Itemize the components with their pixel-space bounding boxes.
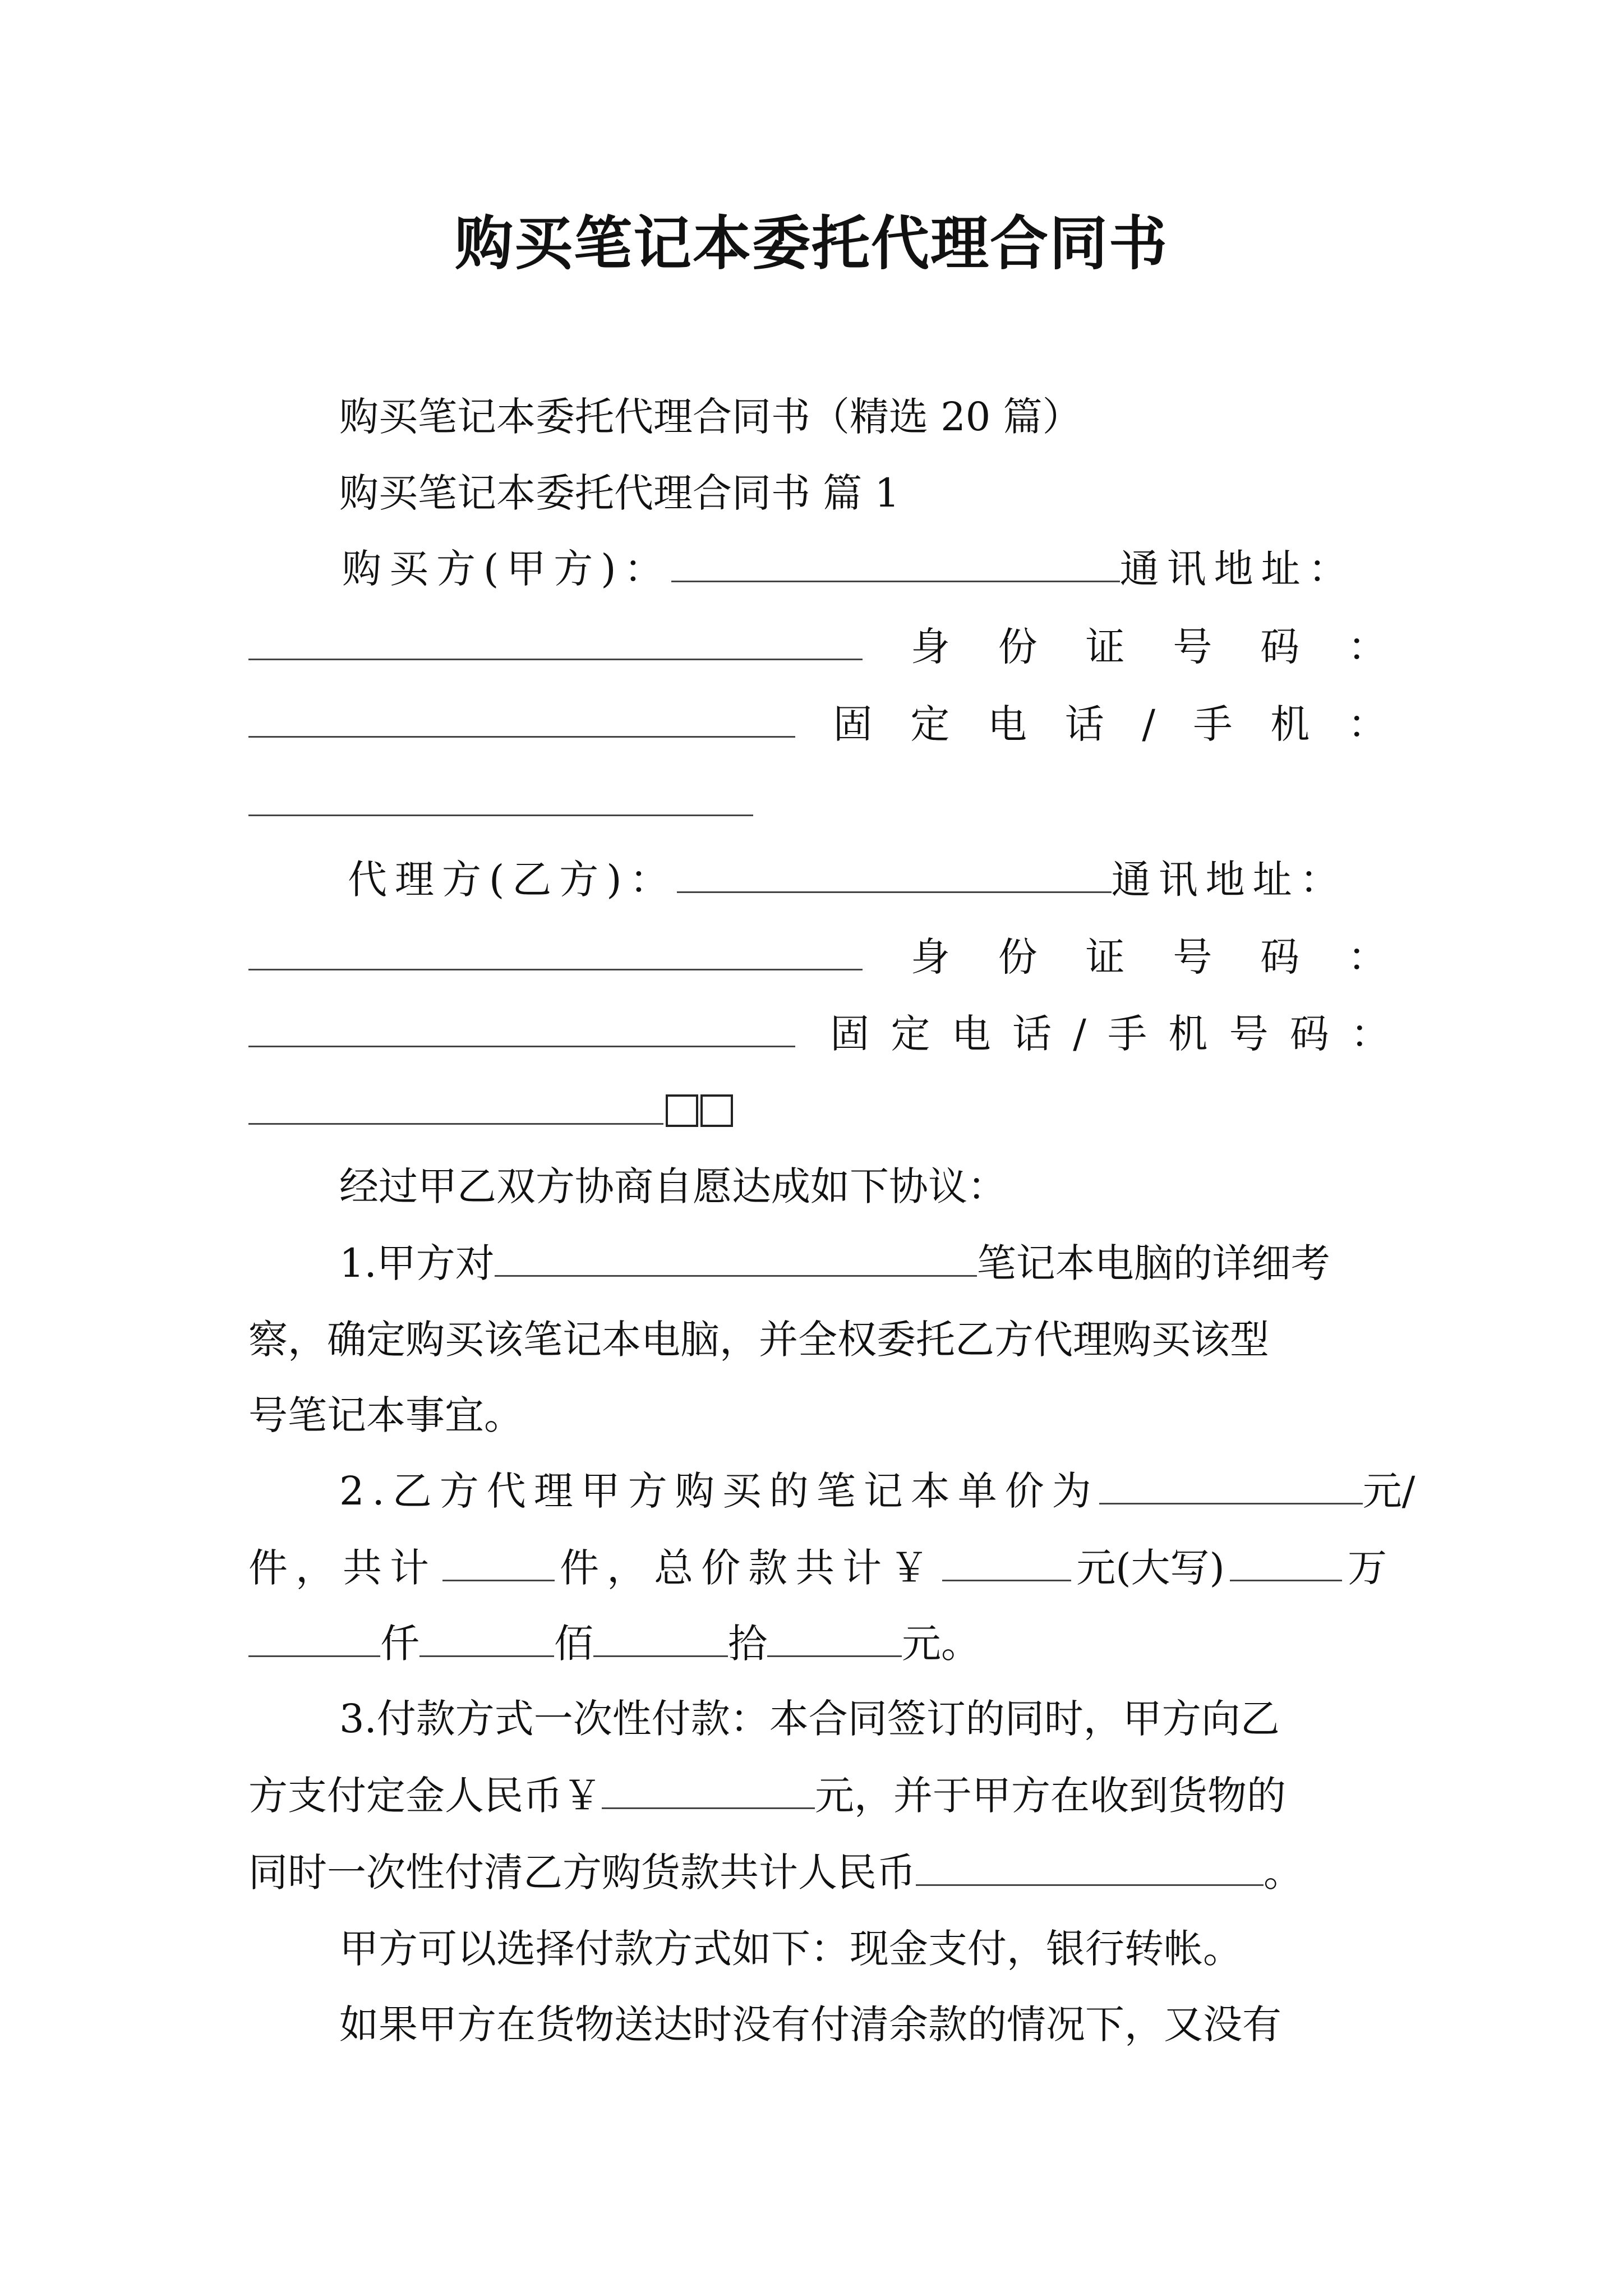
clause-3-line-1: 3.付款方式一次性付款：本合同签订的同时，甲方向乙 [339, 1696, 1280, 1742]
buyer-phone-char: 电 [988, 701, 1027, 747]
buyer-line [342, 542, 1364, 596]
agent-phone-blank-line [248, 1084, 1387, 1138]
agent-address-blank[interactable] [248, 968, 863, 970]
clause-1-text: 1.甲方对 [339, 1240, 495, 1286]
yuan-blank[interactable] [767, 1655, 902, 1657]
qian-blank[interactable] [248, 1655, 380, 1657]
buyer-id-char: 证 [1085, 624, 1125, 670]
clause-2-line-3 [248, 1617, 1387, 1671]
agent-line [348, 853, 1364, 907]
placeholder-box-icon [700, 1094, 733, 1127]
buyer-phone-char: 机 [1270, 701, 1310, 747]
clause-1-text: 笔记本电脑的详细考 [976, 1240, 1330, 1286]
last-line: 如果甲方在货物送达时没有付清余款的情况下，又没有 [339, 2001, 1281, 2047]
payment-methods: 甲方可以选择付款方式如下：现金支付，银行转帐。 [339, 1926, 1242, 1972]
agent-phone-line [248, 1007, 1395, 1061]
agent-id-line [248, 930, 1387, 984]
clause-2-text: 元(大写) [1076, 1545, 1225, 1591]
document-subtitle: 购买笔记本委托代理合同书（精选 20 篇） [339, 394, 1082, 440]
buyer-address-label: 通讯地址： [1119, 546, 1355, 592]
agent-name-blank[interactable] [677, 891, 1112, 893]
clause-2-text: 拾 [728, 1621, 767, 1667]
balance-blank[interactable] [916, 1884, 1264, 1886]
buyer-id-char: 号 [1173, 624, 1212, 670]
placeholder-box-icon [666, 1094, 698, 1127]
buyer-phone-char: / [1142, 701, 1155, 747]
shi-blank[interactable] [593, 1655, 728, 1657]
agreement-intro: 经过甲乙双方协商自愿达成如下协议： [339, 1163, 1007, 1209]
clause-2-line-1 [339, 1464, 1415, 1518]
clause-3-line-3 [248, 1846, 1387, 1899]
buyer-phone-char: ： [1347, 701, 1387, 747]
document-title: 购买笔记本委托代理合同书 [454, 209, 1168, 278]
agent-phone-label: 固 定 电 话 / 手 机 号 码 ： [830, 1011, 1395, 1057]
clause-2-text: 元。 [902, 1621, 980, 1667]
bai-blank[interactable] [419, 1655, 554, 1657]
clause-2-text: 2.乙方代理甲方购买的笔记本单价为 [339, 1468, 1099, 1514]
clause-2-line-2 [248, 1541, 1387, 1595]
buyer-id-line [248, 620, 1387, 674]
total-amount-blank[interactable] [942, 1579, 1071, 1581]
clause-1-line-2: 察，确定购买该笔记本电脑，并全权委托乙方代理购买该型 [248, 1317, 1269, 1363]
agent-id-char: 号 [1173, 934, 1212, 980]
clause-1-line-3: 号笔记本事宜。 [248, 1392, 523, 1438]
buyer-id-blank[interactable] [248, 735, 795, 738]
clause-1-line-1 [339, 1236, 1387, 1290]
laptop-model-blank[interactable] [495, 1274, 977, 1277]
agent-id-char: 份 [998, 934, 1038, 980]
clause-3-text: 方支付定金人民币￥ [248, 1773, 602, 1819]
article-heading: 购买笔记本委托代理合同书 篇 1 [339, 470, 900, 516]
buyer-id-char: ： [1347, 624, 1387, 670]
buyer-phone-char: 话 [1064, 701, 1104, 747]
agent-id-char: ： [1347, 934, 1387, 980]
unit-price-blank[interactable] [1099, 1502, 1363, 1504]
clause-2-text: 件，共计 [248, 1545, 437, 1591]
buyer-label: 购买方(甲方)： [342, 546, 671, 592]
buyer-name-blank[interactable] [671, 580, 1120, 582]
buyer-phone-char: 固 [833, 701, 873, 747]
clause-3-line-2 [248, 1769, 1387, 1823]
clause-2-text: 件，总价款共计￥ [560, 1545, 937, 1591]
clause-3-text: 元，并于甲方在收到货物的 [815, 1773, 1286, 1819]
clause-2-text: 佰 [554, 1621, 593, 1667]
buyer-id-char: 码 [1260, 624, 1300, 670]
clause-3-text: 同时一次性付清乙方购货款共计人民币 [248, 1849, 916, 1895]
agent-id-char: 证 [1085, 934, 1125, 980]
buyer-phone-char: 定 [910, 701, 950, 747]
buyer-address-blank[interactable] [248, 658, 863, 660]
quantity-blank[interactable] [442, 1579, 555, 1581]
agent-id-char: 码 [1260, 934, 1300, 980]
agent-phone-blank[interactable] [248, 1122, 663, 1125]
agent-id-char: 身 [910, 934, 950, 980]
buyer-phone-blank[interactable] [248, 814, 753, 816]
deposit-blank[interactable] [602, 1807, 815, 1809]
clause-3-text: 。 [1264, 1849, 1303, 1895]
agent-address-label: 通讯地址： [1111, 857, 1347, 903]
clause-2-text: 万 [1348, 1545, 1387, 1591]
clause-2-text: 元/ [1362, 1468, 1415, 1514]
buyer-id-char: 份 [998, 624, 1038, 670]
buyer-phone-blank-line [248, 776, 1387, 830]
buyer-phone-char: 手 [1193, 701, 1233, 747]
buyer-id-char: 身 [910, 624, 950, 670]
agent-label: 代理方(乙方)： [348, 857, 677, 903]
clause-2-text: 仟 [380, 1621, 419, 1667]
buyer-phone-line [248, 697, 1387, 751]
agent-id-blank[interactable] [248, 1045, 795, 1047]
wan-blank[interactable] [1230, 1579, 1342, 1581]
